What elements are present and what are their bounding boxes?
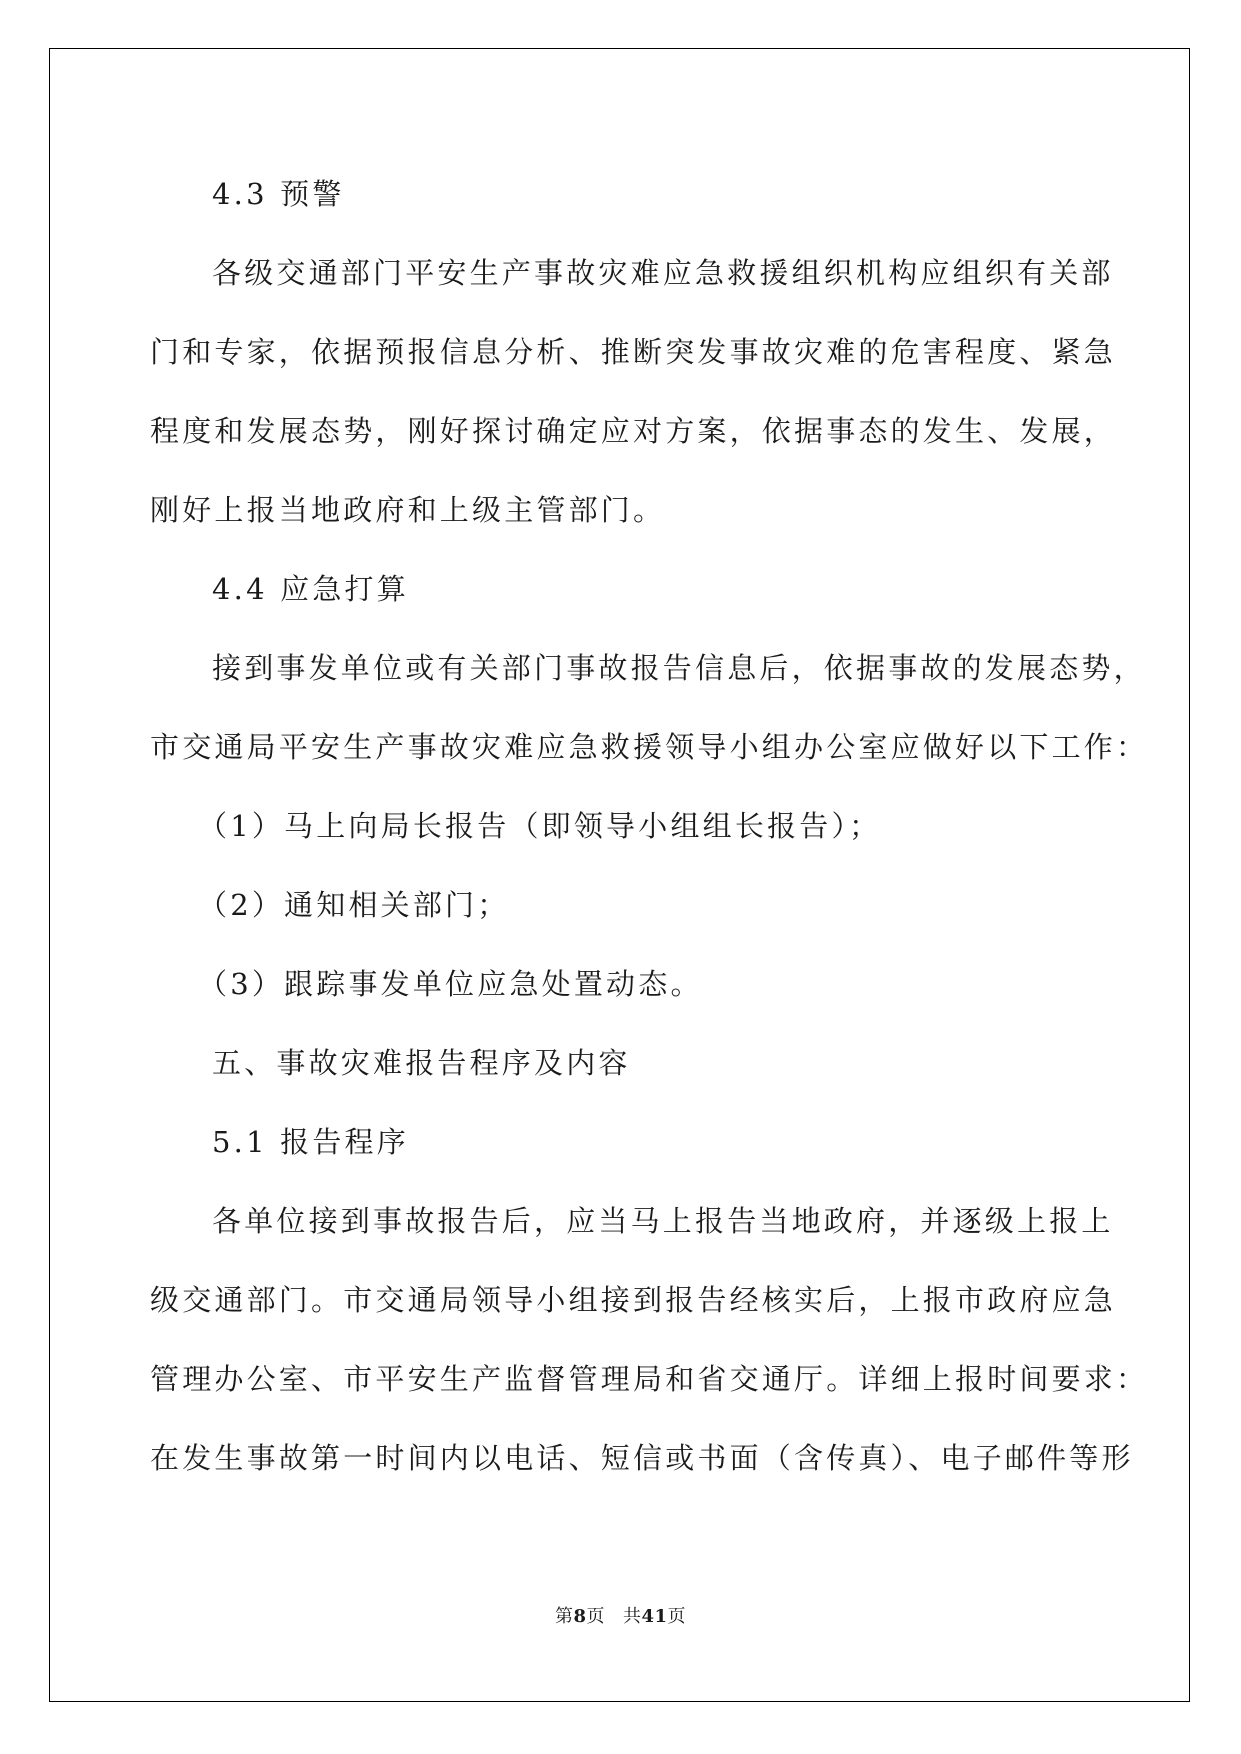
paragraph-line: 各级交通部门平安生产事故灾难应急救援组织机构应组织有关部 xyxy=(212,256,1114,290)
page-footer xyxy=(0,1602,1241,1628)
document-body xyxy=(150,155,1149,1498)
page-number: 8 xyxy=(573,1606,587,1627)
total-pages: 41 xyxy=(641,1606,668,1627)
heading-4-4: 4.4 应急打算 xyxy=(212,572,409,606)
list-item: （1）马上向局长报告（即领导小组组长报告）； xyxy=(198,809,882,843)
heading-5: 五、事故灾难报告程序及内容 xyxy=(212,1046,631,1080)
paragraph-line: 管理办公室、市平安生产监督管理局和省交通厅。详细上报时间要求： xyxy=(150,1362,1149,1396)
paragraph-line: 门和专家，依据预报信息分析、推断突发事故灾难的危害程度、紧急 xyxy=(150,335,1117,369)
paragraph-line: 在发生事故第一时间内以电话、短信或书面（含传真）、电子邮件等形 xyxy=(150,1441,1134,1475)
heading-5-1: 5.1 报告程序 xyxy=(212,1125,409,1159)
list-item: （3）跟踪事发单位应急处置动态。 xyxy=(198,967,703,1001)
footer-prefix: 第 xyxy=(554,1606,574,1627)
paragraph-line: 刚好上报当地政府和上级主管部门。 xyxy=(150,493,666,527)
paragraph-line: 级交通部门。市交通局领导小组接到报告经核实后，上报市政府应急 xyxy=(150,1283,1117,1317)
list-item: （2）通知相关部门； xyxy=(198,888,510,922)
heading-4-3: 4.3 预警 xyxy=(212,177,345,211)
paragraph-line: 程度和发展态势，刚好探讨确定应对方案，依据事态的发生、发展， xyxy=(150,414,1117,448)
paragraph-line: 接到事发单位或有关部门事故报告信息后，依据事故的发展态势， xyxy=(212,651,1146,685)
footer-total-prefix: 共 xyxy=(622,1606,642,1627)
footer-page-suffix: 页 xyxy=(586,1606,605,1627)
paragraph-line: 各单位接到事故报告后，应当马上报告当地政府，并逐级上报上 xyxy=(212,1204,1114,1238)
paragraph-line: 市交通局平安生产事故灾难应急救援领导小组办公室应做好以下工作： xyxy=(150,730,1149,764)
footer-total-suffix: 页 xyxy=(667,1606,687,1627)
